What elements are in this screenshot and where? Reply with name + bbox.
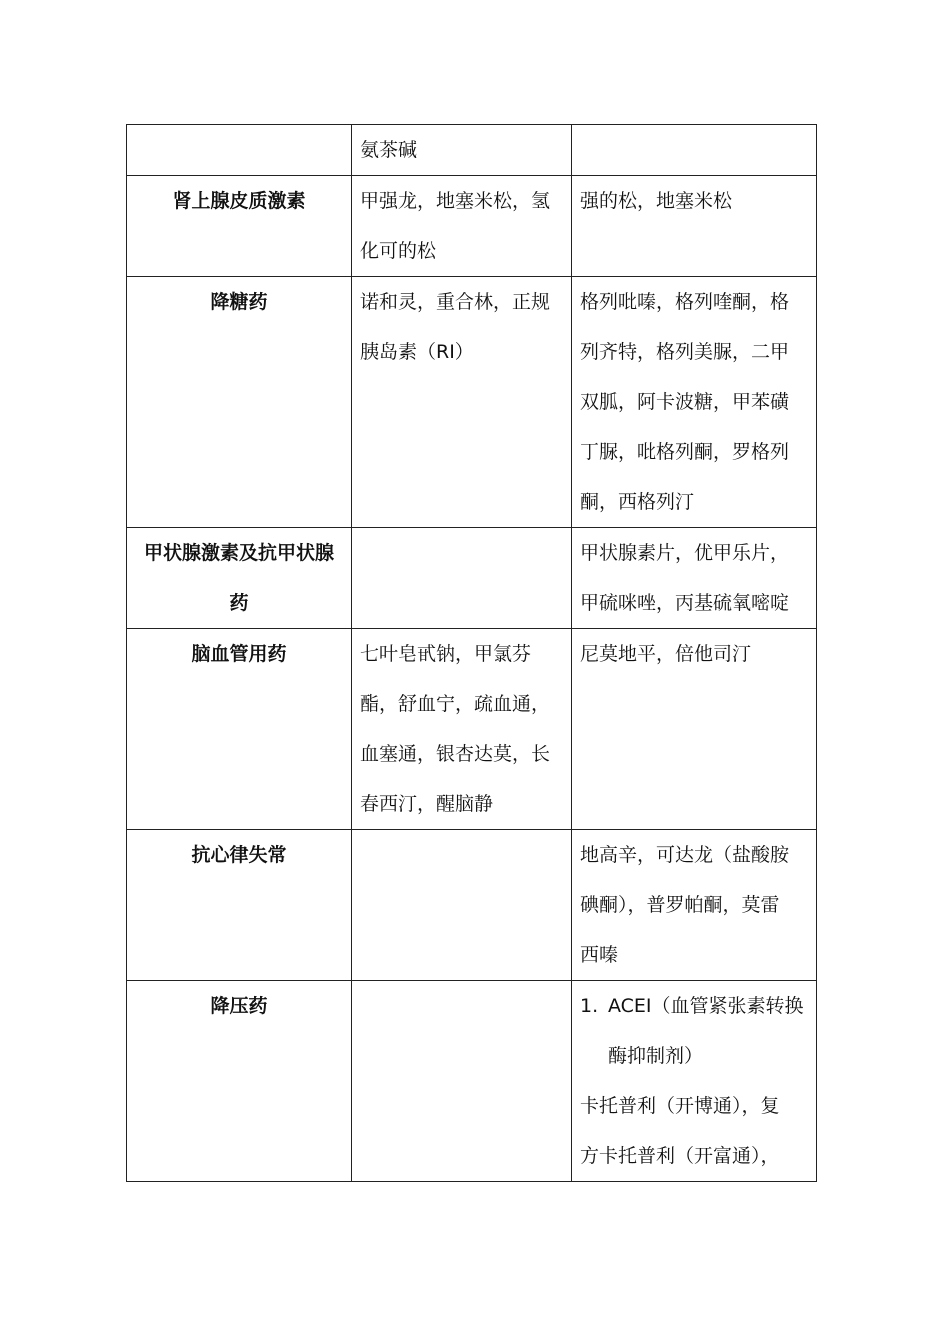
drug-list-cell <box>352 981 572 1182</box>
drug-list-cell <box>352 277 572 528</box>
table-row <box>127 629 817 830</box>
drug-text: 春西汀，醒脑静 <box>360 793 494 815</box>
category-text: 甲状腺激素及抗甲状腺 <box>143 542 334 564</box>
drug-list-cell <box>572 629 817 830</box>
category-cell <box>127 528 352 629</box>
drug-text: 氨茶碱 <box>360 139 418 161</box>
drug-text: 地高辛，可达龙（盐酸胺 <box>580 844 790 866</box>
category-cell <box>127 629 352 830</box>
category-text: 肾上腺皮质激素 <box>172 190 306 212</box>
drug-text: 化可的松 <box>360 240 437 262</box>
drug-text: 碘酮），普罗帕酮，莫雷 <box>580 894 780 916</box>
drug-text: 强的松，地塞米松 <box>580 190 733 212</box>
category-text: 抗心律失常 <box>191 844 287 866</box>
numbered-list-item <box>580 981 808 1081</box>
drug-text: 酮，西格列汀 <box>580 491 695 513</box>
category-cell <box>127 277 352 528</box>
table-row <box>127 528 817 629</box>
category-cell <box>127 830 352 981</box>
drug-text: 尼莫地平，倍他司汀 <box>580 643 752 665</box>
drug-text: 酶抑制剂） <box>608 1045 704 1067</box>
category-text: 脑血管用药 <box>191 643 287 665</box>
drug-list-cell <box>572 176 817 277</box>
table-row <box>127 830 817 981</box>
drug-list-cell <box>352 176 572 277</box>
category-text: 降压药 <box>210 995 268 1017</box>
table-row <box>127 981 817 1182</box>
drug-list-cell <box>572 981 817 1182</box>
drug-list-cell <box>352 528 572 629</box>
drug-text: 七叶皂甙钠，甲氯芬 <box>360 643 532 665</box>
drug-text: 甲强龙，地塞米松，氢 <box>360 190 551 212</box>
drug-text: 卡托普利（开博通），复 <box>580 1095 780 1117</box>
drug-text: 西嗪 <box>580 944 619 966</box>
category-text: 降糖药 <box>210 291 268 313</box>
drug-text: 甲硫咪唑，丙基硫氧嘧啶 <box>580 592 790 614</box>
drug-list-cell <box>352 830 572 981</box>
drug-text: 列齐特，格列美脲，二甲 <box>580 341 790 363</box>
drug-text: 格列吡嗪，格列喹酮，格 <box>580 291 790 313</box>
table-row <box>127 125 817 176</box>
drug-list-cell <box>572 830 817 981</box>
category-text: 药 <box>229 592 249 614</box>
drug-table <box>126 124 817 1182</box>
table-row <box>127 176 817 277</box>
category-cell <box>127 176 352 277</box>
drug-text: 方卡托普利（开富通）， <box>580 1145 780 1167</box>
drug-text: 诺和灵，重合林，正规 <box>360 291 551 313</box>
drug-list-cell <box>572 277 817 528</box>
drug-text: 丁脲，吡格列酮，罗格列 <box>580 441 790 463</box>
table-row <box>127 277 817 528</box>
drug-text: 酯，舒血宁，疏血通， <box>360 693 551 715</box>
drug-text: 双胍，阿卡波糖，甲苯磺 <box>580 391 790 413</box>
drug-text: 甲状腺素片，优甲乐片， <box>580 542 790 564</box>
drug-list-cell <box>572 125 817 176</box>
drug-text: 胰岛素（RI） <box>360 341 474 363</box>
drug-list-cell <box>352 125 572 176</box>
drug-list-cell <box>572 528 817 629</box>
category-cell <box>127 125 352 176</box>
category-cell <box>127 981 352 1182</box>
drug-text: ACEI（血管紧张素转换 <box>608 995 804 1017</box>
list-number: 1. <box>580 995 599 1017</box>
drug-list-cell <box>352 629 572 830</box>
drug-text: 血塞通，银杏达莫，长 <box>360 743 551 765</box>
